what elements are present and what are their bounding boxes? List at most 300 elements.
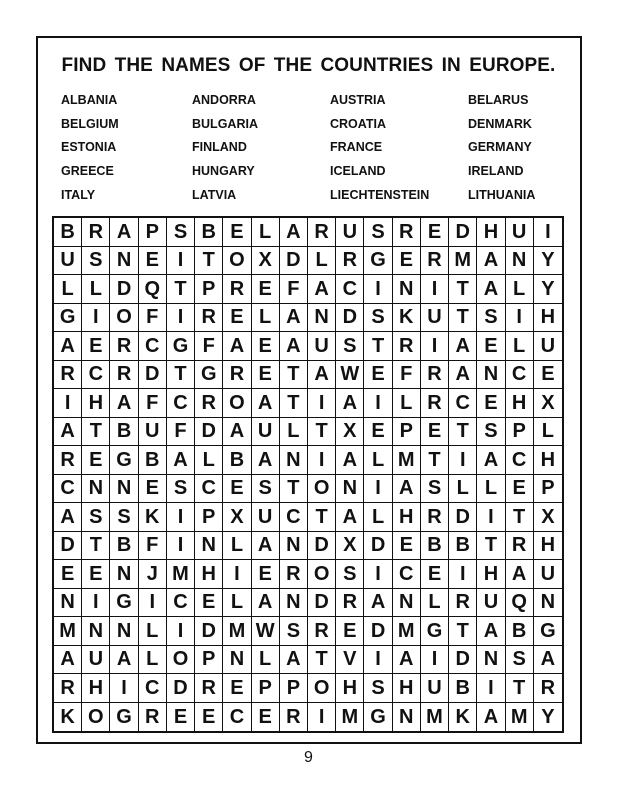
grid-cell[interactable]: I [167, 304, 195, 333]
grid-cell[interactable]: I [477, 674, 505, 703]
grid-cell[interactable]: F [167, 418, 195, 447]
grid-cell[interactable]: L [280, 418, 308, 447]
grid-cell[interactable]: T [280, 361, 308, 390]
grid-cell[interactable]: L [449, 475, 477, 504]
grid-cell[interactable]: T [421, 446, 449, 475]
grid-cell[interactable]: P [195, 646, 223, 675]
grid-cell[interactable]: D [449, 218, 477, 247]
grid-cell[interactable]: E [364, 361, 392, 390]
grid-cell[interactable]: G [195, 361, 223, 390]
grid-cell[interactable]: T [506, 674, 534, 703]
grid-cell[interactable]: Y [534, 275, 562, 304]
grid-cell[interactable]: A [336, 446, 364, 475]
grid-cell[interactable]: I [308, 703, 336, 732]
grid-cell[interactable]: D [449, 646, 477, 675]
grid-cell[interactable]: R [280, 560, 308, 589]
grid-cell[interactable]: R [421, 503, 449, 532]
grid-cell[interactable]: P [195, 503, 223, 532]
grid-cell[interactable]: C [82, 361, 110, 390]
grid-cell[interactable]: C [195, 475, 223, 504]
grid-cell[interactable]: O [308, 674, 336, 703]
grid-cell[interactable]: I [364, 560, 392, 589]
grid-cell[interactable]: E [223, 674, 251, 703]
grid-cell[interactable]: F [393, 361, 421, 390]
grid-cell[interactable]: B [449, 532, 477, 561]
grid-cell[interactable]: N [506, 247, 534, 276]
grid-cell[interactable]: R [449, 589, 477, 618]
grid-cell[interactable]: Q [139, 275, 167, 304]
grid-cell[interactable]: H [82, 389, 110, 418]
grid-cell[interactable]: A [477, 703, 505, 732]
grid-cell[interactable]: A [280, 304, 308, 333]
grid-cell[interactable]: S [82, 503, 110, 532]
grid-cell[interactable]: E [393, 532, 421, 561]
grid-cell[interactable]: C [506, 361, 534, 390]
grid-cell[interactable]: L [534, 418, 562, 447]
grid-cell[interactable]: R [393, 332, 421, 361]
grid-cell[interactable]: N [110, 560, 138, 589]
grid-cell[interactable]: N [534, 589, 562, 618]
grid-cell[interactable]: A [223, 332, 251, 361]
grid-cell[interactable]: S [167, 475, 195, 504]
grid-cell[interactable]: P [139, 218, 167, 247]
grid-cell[interactable]: I [449, 446, 477, 475]
grid-cell[interactable]: B [110, 532, 138, 561]
grid-cell[interactable]: I [82, 589, 110, 618]
grid-cell[interactable]: A [110, 218, 138, 247]
grid-cell[interactable]: E [477, 389, 505, 418]
grid-cell[interactable]: N [110, 475, 138, 504]
grid-cell[interactable]: M [393, 617, 421, 646]
grid-cell[interactable]: A [54, 332, 82, 361]
grid-cell[interactable]: S [252, 475, 280, 504]
grid-cell[interactable]: C [139, 332, 167, 361]
grid-cell[interactable]: R [195, 674, 223, 703]
grid-cell[interactable]: E [82, 560, 110, 589]
grid-cell[interactable]: T [167, 275, 195, 304]
grid-cell[interactable]: N [393, 275, 421, 304]
grid-cell[interactable]: F [139, 389, 167, 418]
grid-cell[interactable]: N [477, 361, 505, 390]
grid-cell[interactable]: E [421, 418, 449, 447]
grid-cell[interactable]: H [82, 674, 110, 703]
grid-cell[interactable]: C [223, 703, 251, 732]
grid-cell[interactable]: A [477, 275, 505, 304]
grid-cell[interactable]: G [534, 617, 562, 646]
grid-cell[interactable]: P [195, 275, 223, 304]
grid-cell[interactable]: K [393, 304, 421, 333]
grid-cell[interactable]: L [393, 389, 421, 418]
grid-cell[interactable]: R [421, 389, 449, 418]
grid-cell[interactable]: K [449, 703, 477, 732]
grid-cell[interactable]: A [364, 589, 392, 618]
grid-cell[interactable]: L [252, 646, 280, 675]
grid-cell[interactable]: O [167, 646, 195, 675]
grid-cell[interactable]: N [54, 589, 82, 618]
grid-cell[interactable]: I [477, 503, 505, 532]
grid-cell[interactable]: A [336, 503, 364, 532]
grid-cell[interactable]: E [139, 247, 167, 276]
grid-cell[interactable]: C [167, 589, 195, 618]
grid-cell[interactable]: N [110, 617, 138, 646]
grid-cell[interactable]: I [506, 304, 534, 333]
grid-cell[interactable]: L [82, 275, 110, 304]
grid-cell[interactable]: E [393, 247, 421, 276]
grid-cell[interactable]: E [167, 703, 195, 732]
grid-cell[interactable]: D [167, 674, 195, 703]
grid-cell[interactable]: N [393, 589, 421, 618]
grid-cell[interactable]: R [110, 361, 138, 390]
grid-cell[interactable]: A [54, 418, 82, 447]
grid-cell[interactable]: T [477, 532, 505, 561]
grid-cell[interactable]: I [534, 218, 562, 247]
grid-cell[interactable]: S [477, 304, 505, 333]
grid-cell[interactable]: P [534, 475, 562, 504]
grid-cell[interactable]: R [393, 218, 421, 247]
grid-cell[interactable]: H [393, 503, 421, 532]
grid-cell[interactable]: X [336, 418, 364, 447]
grid-cell[interactable]: H [393, 674, 421, 703]
grid-cell[interactable]: H [506, 389, 534, 418]
grid-cell[interactable]: D [195, 617, 223, 646]
grid-cell[interactable]: R [421, 247, 449, 276]
grid-cell[interactable]: G [364, 247, 392, 276]
grid-cell[interactable]: R [308, 218, 336, 247]
grid-cell[interactable]: O [82, 703, 110, 732]
grid-cell[interactable]: T [308, 418, 336, 447]
grid-cell[interactable]: I [364, 389, 392, 418]
grid-cell[interactable]: D [139, 361, 167, 390]
grid-cell[interactable]: T [167, 361, 195, 390]
grid-cell[interactable]: C [280, 503, 308, 532]
grid-cell[interactable]: I [139, 589, 167, 618]
grid-cell[interactable]: W [336, 361, 364, 390]
grid-cell[interactable]: A [110, 646, 138, 675]
grid-cell[interactable]: D [110, 275, 138, 304]
grid-cell[interactable]: I [223, 560, 251, 589]
grid-cell[interactable]: L [195, 446, 223, 475]
grid-cell[interactable]: T [82, 532, 110, 561]
grid-cell[interactable]: E [223, 218, 251, 247]
grid-cell[interactable]: L [421, 589, 449, 618]
grid-cell[interactable]: N [308, 304, 336, 333]
grid-cell[interactable]: C [167, 389, 195, 418]
grid-cell[interactable]: X [336, 532, 364, 561]
grid-cell[interactable]: L [364, 446, 392, 475]
grid-cell[interactable]: A [393, 475, 421, 504]
grid-cell[interactable]: E [223, 475, 251, 504]
grid-cell[interactable]: U [421, 304, 449, 333]
grid-cell[interactable]: B [223, 446, 251, 475]
grid-cell[interactable]: I [421, 332, 449, 361]
grid-cell[interactable]: E [82, 332, 110, 361]
grid-cell[interactable]: U [421, 674, 449, 703]
grid-cell[interactable]: T [449, 304, 477, 333]
grid-cell[interactable]: C [54, 475, 82, 504]
grid-cell[interactable]: M [449, 247, 477, 276]
grid-cell[interactable]: H [477, 218, 505, 247]
grid-cell[interactable]: U [336, 218, 364, 247]
grid-cell[interactable]: I [364, 646, 392, 675]
grid-cell[interactable]: O [223, 247, 251, 276]
grid-cell[interactable]: A [336, 389, 364, 418]
grid-cell[interactable]: R [110, 332, 138, 361]
grid-cell[interactable]: G [421, 617, 449, 646]
grid-cell[interactable]: U [54, 247, 82, 276]
grid-cell[interactable]: B [139, 446, 167, 475]
grid-cell[interactable]: R [139, 703, 167, 732]
grid-cell[interactable]: A [280, 646, 308, 675]
grid-cell[interactable]: F [139, 304, 167, 333]
grid-cell[interactable]: M [421, 703, 449, 732]
grid-cell[interactable]: I [167, 247, 195, 276]
grid-cell[interactable]: G [167, 332, 195, 361]
grid-cell[interactable]: I [421, 646, 449, 675]
grid-cell[interactable]: I [167, 503, 195, 532]
grid-cell[interactable]: K [54, 703, 82, 732]
grid-cell[interactable]: A [54, 503, 82, 532]
grid-cell[interactable]: L [139, 646, 167, 675]
grid-cell[interactable]: A [308, 275, 336, 304]
grid-cell[interactable]: F [195, 332, 223, 361]
grid-cell[interactable]: P [393, 418, 421, 447]
grid-cell[interactable]: R [54, 446, 82, 475]
grid-cell[interactable]: D [54, 532, 82, 561]
grid-cell[interactable]: I [449, 560, 477, 589]
grid-cell[interactable]: E [252, 703, 280, 732]
grid-cell[interactable]: J [139, 560, 167, 589]
grid-cell[interactable]: B [449, 674, 477, 703]
grid-cell[interactable]: A [534, 646, 562, 675]
grid-cell[interactable]: I [54, 389, 82, 418]
grid-cell[interactable]: A [477, 247, 505, 276]
grid-cell[interactable]: L [252, 218, 280, 247]
grid-cell[interactable]: A [280, 218, 308, 247]
grid-cell[interactable]: Y [534, 247, 562, 276]
grid-cell[interactable]: A [393, 646, 421, 675]
grid-cell[interactable]: D [195, 418, 223, 447]
grid-cell[interactable]: I [167, 617, 195, 646]
grid-cell[interactable]: R [506, 532, 534, 561]
grid-cell[interactable]: T [506, 503, 534, 532]
grid-cell[interactable]: A [477, 446, 505, 475]
grid-cell[interactable]: E [54, 560, 82, 589]
grid-cell[interactable]: L [54, 275, 82, 304]
grid-cell[interactable]: L [252, 304, 280, 333]
grid-cell[interactable]: S [110, 503, 138, 532]
grid-cell[interactable]: S [280, 617, 308, 646]
grid-cell[interactable]: U [308, 332, 336, 361]
grid-cell[interactable]: R [534, 674, 562, 703]
grid-cell[interactable]: R [308, 617, 336, 646]
grid-cell[interactable]: R [223, 275, 251, 304]
grid-cell[interactable]: S [82, 247, 110, 276]
grid-cell[interactable]: G [364, 703, 392, 732]
grid-cell[interactable]: D [336, 304, 364, 333]
grid-cell[interactable]: X [252, 247, 280, 276]
grid-cell[interactable]: V [336, 646, 364, 675]
grid-cell[interactable]: B [54, 218, 82, 247]
grid-cell[interactable]: B [195, 218, 223, 247]
grid-cell[interactable]: L [139, 617, 167, 646]
grid-cell[interactable]: Y [541, 705, 555, 728]
grid-cell[interactable]: L [223, 589, 251, 618]
grid-cell[interactable]: H [477, 560, 505, 589]
grid-cell[interactable]: A [506, 560, 534, 589]
grid-cell[interactable]: H [336, 674, 364, 703]
grid-cell[interactable]: R [54, 361, 82, 390]
grid-cell[interactable]: N [280, 446, 308, 475]
grid-cell[interactable]: A [280, 332, 308, 361]
grid-cell[interactable]: C [139, 674, 167, 703]
grid-cell[interactable]: T [280, 475, 308, 504]
grid-cell[interactable]: T [449, 418, 477, 447]
grid-cell[interactable]: A [252, 389, 280, 418]
grid-cell[interactable]: L [364, 503, 392, 532]
grid-cell[interactable]: S [364, 674, 392, 703]
grid-cell[interactable]: U [534, 560, 562, 589]
grid-cell[interactable]: P [280, 674, 308, 703]
grid-cell[interactable]: X [534, 389, 562, 418]
grid-cell[interactable]: M [54, 617, 82, 646]
grid-cell[interactable]: N [280, 589, 308, 618]
grid-cell[interactable]: E [364, 418, 392, 447]
grid-cell[interactable]: L [506, 332, 534, 361]
grid-cell[interactable]: R [82, 218, 110, 247]
grid-cell[interactable]: T [280, 389, 308, 418]
grid-cell[interactable]: R [195, 389, 223, 418]
grid-cell[interactable]: E [139, 475, 167, 504]
grid-cell[interactable]: A [477, 617, 505, 646]
grid-cell[interactable]: E [223, 304, 251, 333]
grid-cell[interactable]: U [534, 332, 562, 361]
grid-cell[interactable]: A [223, 418, 251, 447]
grid-cell[interactable]: A [252, 589, 280, 618]
grid-cell[interactable]: A [308, 361, 336, 390]
grid-cell[interactable]: O [308, 475, 336, 504]
grid-cell[interactable]: U [252, 503, 280, 532]
grid-cell[interactable]: F [280, 275, 308, 304]
grid-cell[interactable]: E [477, 332, 505, 361]
grid-cell[interactable]: U [139, 418, 167, 447]
grid-cell[interactable]: S [336, 332, 364, 361]
grid-cell[interactable]: E [252, 332, 280, 361]
grid-cell[interactable]: N [82, 475, 110, 504]
grid-cell[interactable]: B [421, 532, 449, 561]
grid-cell[interactable]: A [252, 446, 280, 475]
grid-cell[interactable]: T [195, 247, 223, 276]
grid-cell[interactable]: S [477, 418, 505, 447]
grid-cell[interactable]: A [54, 646, 82, 675]
grid-cell[interactable]: O [110, 304, 138, 333]
grid-cell[interactable]: D [280, 247, 308, 276]
grid-cell[interactable]: D [308, 532, 336, 561]
grid-cell[interactable]: X [223, 503, 251, 532]
grid-cell[interactable]: E [421, 218, 449, 247]
grid-cell[interactable]: R [421, 361, 449, 390]
grid-cell[interactable]: K [139, 503, 167, 532]
grid-cell[interactable]: C [506, 446, 534, 475]
grid-cell[interactable]: C [336, 275, 364, 304]
grid-cell[interactable]: M [167, 560, 195, 589]
grid-cell[interactable]: H [195, 560, 223, 589]
grid-cell[interactable]: L [477, 475, 505, 504]
grid-cell[interactable]: G [110, 589, 138, 618]
grid-cell[interactable]: A [110, 389, 138, 418]
grid-cell[interactable]: Q [506, 589, 534, 618]
grid-cell[interactable]: L [308, 247, 336, 276]
grid-cell[interactable]: R [280, 703, 308, 732]
grid-cell[interactable]: O [223, 389, 251, 418]
grid-cell[interactable]: T [449, 275, 477, 304]
grid-cell[interactable]: S [364, 218, 392, 247]
grid-cell[interactable]: U [477, 589, 505, 618]
grid-cell[interactable]: U [506, 218, 534, 247]
grid-cell[interactable]: U [252, 418, 280, 447]
grid-cell[interactable]: C [393, 560, 421, 589]
grid-cell[interactable]: E [252, 361, 280, 390]
grid-cell[interactable]: C [449, 389, 477, 418]
grid-cell[interactable]: D [308, 589, 336, 618]
grid-cell[interactable]: I [82, 304, 110, 333]
grid-cell[interactable]: R [195, 304, 223, 333]
grid-cell[interactable]: M [393, 446, 421, 475]
grid-cell[interactable]: T [364, 332, 392, 361]
grid-cell[interactable]: L [223, 532, 251, 561]
grid-cell[interactable]: L [506, 275, 534, 304]
grid-cell[interactable]: N [223, 646, 251, 675]
grid-cell[interactable]: G [110, 446, 138, 475]
grid-cell[interactable]: S [506, 646, 534, 675]
grid-cell[interactable]: G [54, 304, 82, 333]
grid-cell[interactable]: T [449, 617, 477, 646]
grid-cell[interactable]: E [421, 560, 449, 589]
grid-cell[interactable]: S [167, 218, 195, 247]
grid-cell[interactable]: H [534, 446, 562, 475]
grid-cell[interactable]: S [336, 560, 364, 589]
grid-cell[interactable]: T [308, 503, 336, 532]
grid-cell[interactable]: I [364, 475, 392, 504]
grid-cell[interactable]: E [336, 617, 364, 646]
grid-cell[interactable]: B [506, 617, 534, 646]
grid-cell[interactable]: E [534, 361, 562, 390]
grid-cell[interactable]: R [54, 674, 82, 703]
grid-cell[interactable]: E [195, 589, 223, 618]
grid-cell[interactable]: I [308, 389, 336, 418]
grid-cell[interactable]: S [364, 304, 392, 333]
grid-cell[interactable]: B [110, 418, 138, 447]
grid-cell[interactable]: D [364, 532, 392, 561]
grid-cell[interactable]: P [506, 418, 534, 447]
grid-cell[interactable]: I [364, 275, 392, 304]
grid-cell[interactable]: D [449, 503, 477, 532]
grid-cell[interactable]: M [223, 617, 251, 646]
grid-cell[interactable]: E [506, 475, 534, 504]
grid-cell[interactable]: N [336, 475, 364, 504]
grid-cell[interactable]: O [308, 560, 336, 589]
grid-cell[interactable]: I [308, 446, 336, 475]
grid-cell[interactable]: G [110, 703, 138, 732]
grid-cell[interactable]: A [449, 332, 477, 361]
grid-cell[interactable]: S [421, 475, 449, 504]
grid-cell[interactable]: U [82, 646, 110, 675]
grid-cell[interactable]: X [534, 503, 562, 532]
grid-cell[interactable]: F [139, 532, 167, 561]
grid-cell[interactable]: N [195, 532, 223, 561]
grid-cell[interactable]: A [449, 361, 477, 390]
grid-cell[interactable]: I [421, 275, 449, 304]
grid-cell[interactable]: E [195, 703, 223, 732]
